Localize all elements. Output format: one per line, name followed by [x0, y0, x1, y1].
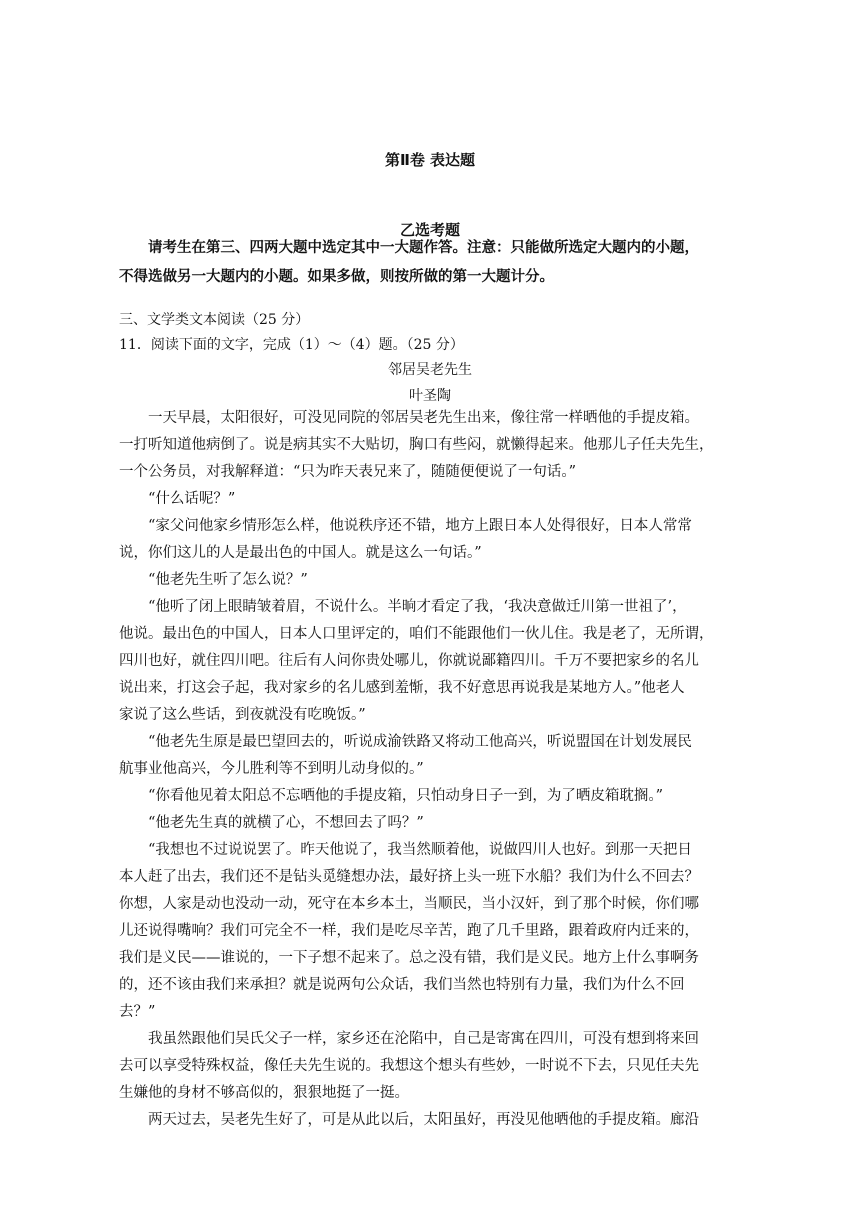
story-line: 去可以享受特殊权益，像任夫先生说的。我想这个想头有些妙，一时说不下去，只见任夫先	[119, 1058, 699, 1074]
story-line: 去？”	[119, 1004, 156, 1020]
notice-line: 请考生在第三、四两大题中选定其中一大题作答。注意：只能做所选定大题内的小题，	[148, 240, 699, 256]
story-line: 说出来，打这会子起，我对家乡的名儿感到羞惭，我不好意思再说我是某地方人。”他老人	[119, 680, 685, 696]
story-line: “什么话呢？”	[148, 491, 236, 507]
story-line: “他老先生听了怎么说？”	[148, 572, 308, 588]
story-line: “他老先生原是最巴望回去的，听说成渝铁路又将动工他高兴，听说盟国在计划发展民	[148, 734, 692, 750]
story-line: “他老先生真的就横了心，不想回去了吗？”	[148, 815, 424, 831]
story-line: 本人赶了出去，我们还不是钻头觅缝想办法，最好挤上头一班下水船？我们为什么不回去？	[119, 869, 699, 885]
story-line: 一打听知道他病倒了。说是病其实不大贴切，胸口有些闷，就懒得起来。他那儿子任夫先生，	[119, 437, 714, 453]
question-prompt: 11．阅读下面的文字，完成（1）～（4）题。（25 分）	[119, 337, 464, 353]
story-body	[119, 405, 739, 1134]
notice-line: 不得选做另一大题内的小题。如果多做，则按所做的第一大题计分。	[119, 269, 554, 285]
story-line: 生嫌他的身材不够高似的，狠狠地挺了一挺。	[119, 1085, 409, 1101]
story-line: “我想也不过说说罢了。昨天他说了，我当然顺着他，说做四川人也好。到那一天把日	[148, 842, 692, 858]
story-line: 航事业他高兴，今儿胜利等不到明儿动身似的。”	[119, 761, 424, 777]
story-line: 说，你们这儿的人是最出色的中国人。就是这么一句话。”	[119, 545, 482, 561]
story-author: 叶圣陶	[409, 388, 451, 404]
story-line: “家父问他家乡情形怎么样，他说秩序还不错，地方上跟日本人处得很好，日本人常常	[148, 518, 692, 534]
question-section-heading: 三、文学类文本阅读（25 分）	[119, 312, 310, 328]
story-line: “他听了闭上眼睛皱着眉，不说什么。半晌才看定了我，‘我决意做迁川第一世祖了’，	[148, 599, 687, 615]
choice-title: 乙选考题	[399, 221, 460, 239]
story-line: 我们是义民——谁说的，一下子想不起来了。总之没有错，我们是义民。地方上什么事啊务	[119, 950, 699, 966]
story-line: 两天过去，吴老先生好了，可是从此以后，太阳虽好，再没见他晒他的手提皮箱。廊沿	[148, 1112, 699, 1128]
section-title: 第Ⅱ卷 表达题	[384, 151, 476, 169]
story-line: 家说了这么些话，到夜就没有吃晚饭。”	[119, 707, 366, 723]
story-line: 你想，人家是动也没动一动，死守在本乡本土，当顺民，当小汉奸，到了那个时候，你们哪	[119, 896, 699, 912]
story-line: 我虽然跟他们吴氏父子一样，家乡还在沦陷中，自己是寄寓在四川，可没有想到将来回	[148, 1031, 699, 1047]
story-line: 一天早晨，太阳很好，可没见同院的邻居吴老先生出来，像往常一样晒他的手提皮箱。	[148, 410, 699, 426]
story-line: 他说。最出色的中国人，日本人口里评定的，咱们不能跟他们一伙儿住。我是老了，无所谓，	[119, 626, 714, 642]
story-title: 邻居吴老先生	[388, 362, 472, 378]
story-line: 一个公务员，对我解释道：“只为昨天表兄来了，随随便便说了一句话。”	[119, 464, 577, 480]
instructions-notice	[119, 234, 739, 292]
story-line: 的，还不该由我们来承担？就是说两句公众话，我们当然也特别有力量，我们为什么不回	[119, 977, 685, 993]
story-line: 四川也好，就住四川吧。往后有人问你贵处哪儿，你就说鄙籍四川。千万不要把家乡的名儿	[119, 653, 699, 669]
story-line: “你看他见着太阳总不忘晒他的手提皮箱，只怕动身日子一到，为了晒皮箱耽搁。”	[148, 788, 664, 804]
story-line: 儿还说得嘴响？我们可完全不一样，我们是吃尽辛苦，跑了几千里路，跟着政府内迁来的，	[119, 923, 699, 939]
